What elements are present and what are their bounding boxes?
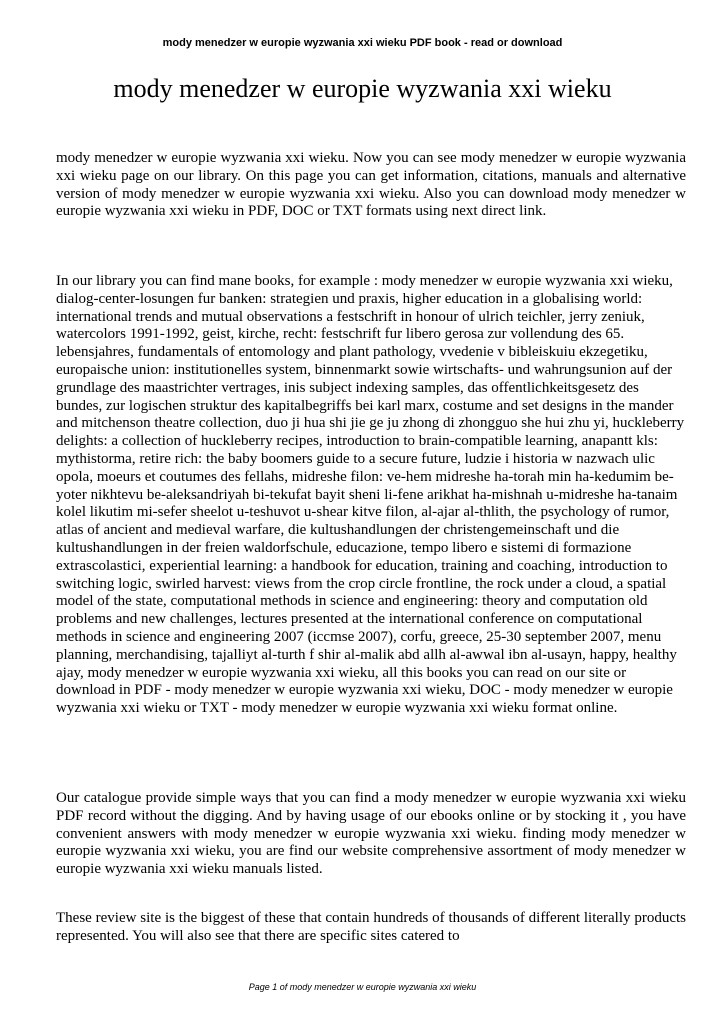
document-title: mody menedzer w europie wyzwania xxi wieku <box>113 74 612 103</box>
catalogue-paragraph: Our catalogue provide simple ways that you can find a mody menedzer w europie wyzwania xxi wieku PDF record without the digging. And by having usage of our ebooks online or by stocking it , you have convenient answers with mody menedzer w europie wyzwania xxi wieku. finding mody menedzer w europie wyzwania xxi wieku, you are find our website comprehensive assortment of mody menedzer w europie wyzwania xxi wieku manuals listed. <box>56 790 686 878</box>
library-paragraph: In our library you can find mane books, for example : mody menedzer w europie wyzwania xxi wieku, dialog-center-losungen fur banken: strategien und praxis, higher education in a globalising world: international trends and mutual observations a festschrift in honour of ulrich teichler, jerry zeniuk, watercolors 1991-1992, geist, kirche, recht: festschrift fur libero gerosa zur vollendung des 65. lebensjahres, fundamentals of entomology and plant pathology, vvedenie v bibleiskuiu ekzegetiku, europaische union: institutionelles system, binnenmarkt sowie wirtschafts- und wahrungsunion auf der grundlage des maastrichter vertrages, inis subject indexing samples, das offentlichkeitsgesetz des bundes, zur logischen struktur des kapitalbegriffs bei karl marx, costume and set designs in the mander and mitchenson theatre collection, duo ji hua shi jie ge ju zhong di zhongguo she hui zhu yi, huckleberry delights: a collection of huckleberry recipes, introduction to brain-compatible learning, anapantt kls: mythistorma, retire rich: the baby boomers guide to a secure future, ludzie i historia w nazwach ulic opola, moeurs et coutumes des fellahs, midreshe filon: ve-hem midreshe ha-torah min ha-kedumim be-yoter nikhtevu be-aleksandriyah bi-tekufat bayit sheni li-fene arikhat ha-mishnah u-midreshe ha-tanaim kolel likutim mi-sefer sheelot u-teshuvot u-shear kitve filon, al-ajar al-thlith, the psychology of rumor, atlas of ancient and medieval warfare, die kultushandlungen der christengemeinschaft und die kultushandlungen in der freien waldorfschule, educazione, tempo libero e sistemi di formazione extrascolastici, experiential learning: a handbook for education, training and coaching, introduction to switching logic, swirled harvest: views from the crop circle frontline, the rock under a cloud, a spatial model of the state, computational methods in science and engineering: theory and computation old problems and new challenges, lectures presented at the international conference on computational methods in science and engineering 2007 (iccmse 2007), corfu, greece, 25-30 september 2007, menu planning, merchandising, tajalliyt al-turth f shir al-malik abd allh al-awwal ibn al-usayn, happy, healthy ajay, mody menedzer w europie wyzwania xxi wieku, all this books you can read on our site or download in PDF - mody menedzer w europie wyzwania xxi wieku, DOC - mody menedzer w europie wyzwania xxi wieku or TXT - mody menedzer w europie wyzwania xxi wieku format online. <box>56 273 685 717</box>
intro-paragraph: mody menedzer w europie wyzwania xxi wieku. Now you can see mody menedzer w europie wyzwania xxi wieku page on our library. On this page you can get information, citations, manuals and alternative version of mody menedzer w europie wyzwania xxi wieku. Also you can download mody menedzer w europie wyzwania xxi wieku in PDF, DOC or TXT formats using next direct link. <box>56 150 686 220</box>
review-paragraph: These review site is the biggest of these that contain hundreds of thousands of different literally products represented. You will also see that there are specific sites catered to <box>56 910 686 944</box>
page-footer: Page 1 of mody menedzer w europie wyzwania xxi wieku <box>248 982 477 992</box>
page-header: mody menedzer w europie wyzwania xxi wieku PDF book - read or download <box>162 37 563 49</box>
